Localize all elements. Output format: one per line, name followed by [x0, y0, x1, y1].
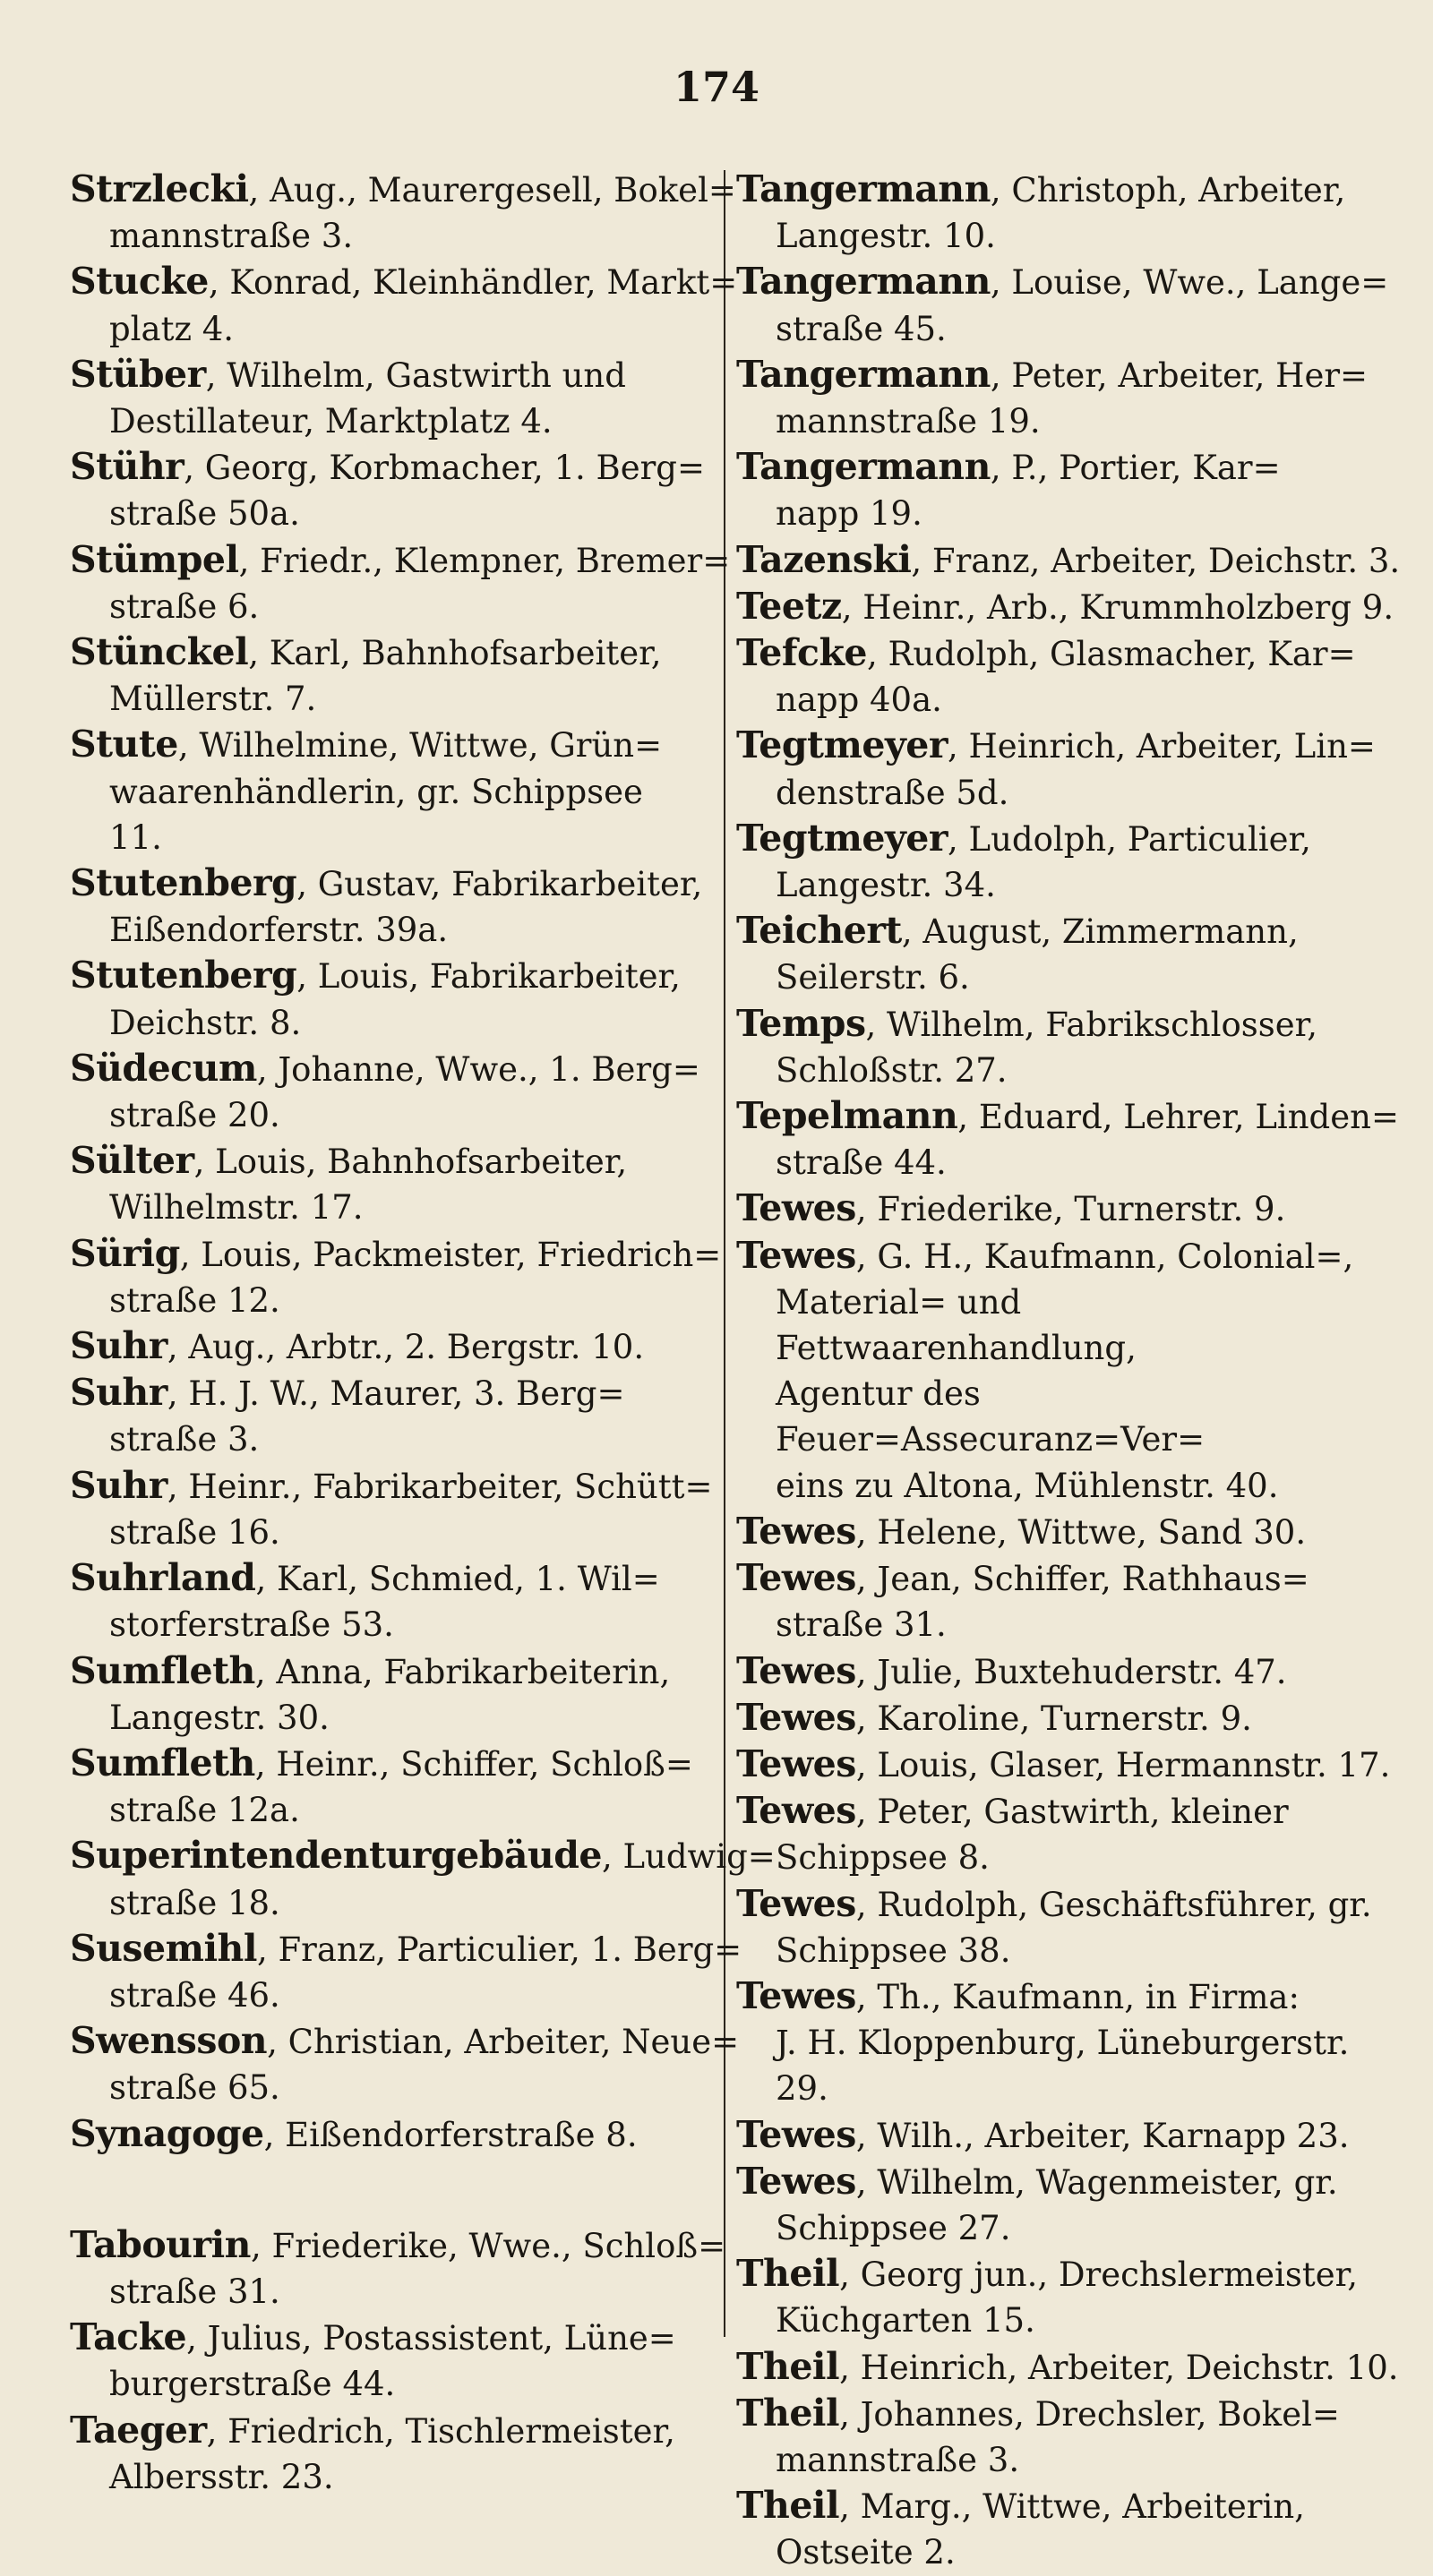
directory-entry	[736, 630, 1377, 723]
entry-surname: Stümpel	[70, 537, 239, 581]
entry-first-line	[736, 1973, 1377, 2020]
directory-entry	[736, 2391, 1377, 2483]
entry-first-line	[70, 629, 697, 676]
entry-first-line	[736, 537, 1401, 584]
entry-details: , Ludolph, Particulier,	[947, 819, 1311, 859]
entry-details: , Louis, Packmeister, Friedrich=	[179, 1235, 722, 1274]
entry-first-line	[70, 352, 697, 398]
entry-first-line	[736, 816, 1377, 862]
entry-first-line	[736, 352, 1377, 398]
entry-details: , Franz, Arbeiter, Deichstr. 3.	[911, 541, 1401, 580]
entry-continuation: Langestr. 34.	[776, 866, 996, 905]
entry-first-line	[736, 1185, 1377, 1232]
entry-surname: Theil	[736, 2252, 840, 2296]
entry-first-line	[736, 1788, 1377, 1835]
entry-surname: Susemihl	[70, 1926, 257, 1970]
directory-entry	[736, 259, 1389, 351]
directory-entry	[736, 1881, 1377, 1973]
entry-first-line	[70, 722, 697, 768]
directory-entry	[70, 2111, 697, 2158]
directory-entry	[70, 1555, 697, 1647]
entry-surname: Suhr	[70, 1463, 167, 1507]
entry-first-line	[70, 1463, 713, 1510]
entry-continuation: straße 12.	[109, 1280, 280, 1320]
entry-details: , Heinr., Arb., Krummholzberg 9.	[841, 587, 1394, 627]
directory-entry	[70, 1138, 697, 1230]
entry-first-line	[70, 2315, 697, 2361]
entry-first-line	[736, 259, 1389, 305]
entry-first-line	[736, 630, 1377, 677]
entry-first-line	[736, 908, 1377, 954]
directory-entry	[70, 1833, 776, 1925]
entry-continuation: straße 46.	[109, 1975, 280, 2015]
entry-details: , Helene, Wittwe, Sand 30.	[855, 1512, 1307, 1552]
entry-surname: Tewes	[736, 1648, 856, 1692]
directory-entry	[736, 1973, 1377, 2112]
entry-surname: Stute	[70, 723, 178, 766]
entry-surname: Theil	[736, 2484, 840, 2528]
entry-surname: Tewes	[736, 1742, 856, 1785]
entry-details: , Wilhelm, Wagenmeister, gr.	[855, 2162, 1338, 2202]
entry-continuation: Destillateur, Marktplatz 4.	[109, 402, 553, 441]
entry-details: , Heinrich, Arbeiter, Deichstr. 10.	[839, 2348, 1399, 2387]
right-column	[736, 167, 1401, 2576]
directory-entry	[736, 2251, 1377, 2343]
entry-first-line	[70, 860, 703, 907]
entry-first-line	[70, 2018, 740, 2065]
directory-entry	[70, 167, 736, 259]
entry-details: , Aug., Maurergesell, Bokel=	[248, 171, 736, 210]
directory-entry	[736, 1695, 1377, 1742]
entry-surname: Tepelmann	[736, 1094, 958, 1138]
entry-surname: Tabourin	[70, 2222, 251, 2266]
entry-details: , Heinr., Fabrikarbeiter, Schütt=	[167, 1467, 713, 1506]
directory-entry	[70, 1231, 722, 1323]
entry-continuation: straße 18.	[109, 1883, 280, 1922]
entry-surname: Temps	[736, 1001, 866, 1045]
directory-entry	[736, 1648, 1377, 1695]
directory-entry	[736, 167, 1377, 259]
directory-entry	[736, 352, 1377, 444]
entry-first-line	[736, 1555, 1377, 1602]
directory-entry	[70, 1370, 697, 1462]
entry-details: , Peter, Arbeiter, Her=	[990, 355, 1369, 395]
entry-continuation: Agentur des Feuer=Assecuranz=Ver=	[776, 1374, 1206, 1459]
directory-entry	[736, 2483, 1377, 2575]
entry-details: , P., Portier, Kar=	[990, 449, 1281, 488]
entry-surname: Stutenberg	[70, 954, 297, 997]
entry-details: , Wilhelm, Fabrikschlosser,	[865, 1005, 1318, 1044]
entry-first-line	[736, 2483, 1377, 2529]
entry-surname: Sumfleth	[70, 1648, 255, 1692]
entry-continuation: napp 19.	[776, 494, 922, 534]
entry-surname: Tewes	[736, 1789, 856, 1833]
entry-continuation: Schloßstr. 27.	[776, 1050, 1008, 1090]
entry-continuation: burgerstraße 44.	[109, 2365, 396, 2404]
entry-surname: Swensson	[70, 2019, 268, 2063]
entry-surname: Stutenberg	[70, 861, 297, 905]
entry-continuation: denstraße 5d.	[776, 773, 1009, 812]
entry-surname: Tewes	[736, 1973, 856, 2017]
entry-continuation: mannstraße 3.	[776, 2440, 1020, 2479]
entry-surname: Tangermann	[736, 352, 991, 396]
entry-details: , Aug., Arbtr., 2. Bergstr. 10.	[167, 1328, 645, 1367]
entry-continuation: straße 20.	[109, 1096, 280, 1135]
entry-details: , Eduard, Lehrer, Linden=	[957, 1098, 1399, 1137]
entry-first-line	[736, 1881, 1377, 1928]
entry-surname: Theil	[736, 2391, 840, 2435]
directory-entry	[70, 953, 697, 1045]
entry-continuation: Müllerstr. 7.	[109, 680, 317, 719]
entry-continuation: straße 65.	[109, 2068, 280, 2108]
entry-details: , August, Zimmermann,	[901, 912, 1299, 952]
page-number: 174	[673, 63, 760, 111]
entry-continuation: straße 45.	[776, 309, 947, 348]
entry-continuation: straße 50a.	[109, 494, 300, 534]
entry-surname: Sürig	[70, 1231, 180, 1275]
entry-continuation: Albersstr. 23.	[109, 2457, 334, 2496]
entry-details: , H. J. W., Maurer, 3. Berg=	[167, 1374, 625, 1414]
entry-details: , Peter, Gastwirth, kleiner	[855, 1793, 1289, 1832]
entry-surname: Tewes	[736, 1233, 856, 1277]
directory-entry	[736, 1185, 1377, 1232]
entry-first-line	[70, 2111, 697, 2158]
entry-details: , Heinrich, Arbeiter, Lin=	[947, 727, 1376, 766]
entry-details: , Friedr., Klempner, Bremer=	[238, 541, 731, 580]
entry-continuation: straße 31.	[776, 1605, 947, 1645]
entry-first-line	[70, 1833, 776, 1879]
entry-continuation: straße 3.	[109, 1420, 260, 1459]
entry-first-line	[70, 1926, 742, 1973]
entry-details: , Karoline, Turnerstr. 9.	[855, 1699, 1252, 1738]
directory-entry	[736, 2112, 1377, 2159]
entry-details: , Rudolph, Geschäftsführer, gr.	[855, 1885, 1372, 1924]
entry-details: , Louis, Fabrikarbeiter,	[296, 957, 681, 997]
entry-details: , Friederike, Wwe., Schloß=	[250, 2226, 726, 2265]
entry-details: , Louis, Glaser, Hermannstr. 17.	[855, 1745, 1391, 1784]
entry-continuation: Seilerstr. 6.	[776, 958, 970, 997]
entry-continuation: Wilhelmstr. 17.	[109, 1188, 364, 1228]
entry-first-line	[736, 2159, 1377, 2205]
entry-details: , G. H., Kaufmann, Colonial=,	[855, 1237, 1354, 1276]
entry-continuation: Küchgarten 15.	[776, 2301, 1035, 2341]
entry-surname: Südecum	[70, 1046, 257, 1090]
entry-first-line	[736, 1695, 1377, 1742]
entry-continuation: Eißendorferstr. 39a.	[109, 911, 449, 950]
entry-details: , Karl, Schmied, 1. Wil=	[255, 1560, 660, 1599]
entry-surname: Stucke	[70, 260, 209, 304]
entry-surname: Superintendenturgebäude	[70, 1834, 602, 1878]
entry-continuation: mannstraße 19.	[776, 402, 1041, 441]
entry-first-line	[70, 953, 697, 999]
entry-continuation: Schippsee 38.	[776, 1930, 1011, 1970]
entry-details: , Franz, Particulier, 1. Berg=	[256, 1930, 742, 1969]
entry-continuation: Schippsee 8.	[776, 1838, 990, 1878]
directory-entry	[70, 2222, 726, 2315]
directory-entry	[70, 2018, 740, 2110]
entry-first-line	[70, 2408, 697, 2454]
directory-entry	[70, 722, 697, 860]
entry-first-line	[736, 1093, 1399, 1140]
entry-surname: Tewes	[736, 1186, 856, 1230]
entry-surname: Tefcke	[736, 631, 867, 675]
directory-entry	[70, 444, 705, 536]
directory-entry	[736, 444, 1377, 536]
entry-details: , Wilh., Arbeiter, Karnapp 23.	[855, 2116, 1350, 2155]
entry-first-line	[70, 1555, 697, 1602]
entry-first-line	[736, 1509, 1377, 1555]
directory-entry	[70, 2408, 697, 2500]
entry-surname: Suhr	[70, 1324, 167, 1368]
entry-continuation: straße 16.	[109, 1512, 280, 1552]
entry-continuation: Langestr. 10.	[776, 217, 996, 256]
entry-surname: Stühr	[70, 445, 184, 489]
entry-surname: Teichert	[736, 909, 902, 953]
entry-continuation: storferstraße 53.	[109, 1605, 394, 1645]
entry-continuation: Langestr. 30.	[109, 1698, 330, 1737]
entry-details: , Louis, Bahnhofsarbeiter,	[193, 1143, 628, 1182]
entry-details: , Georg, Korbmacher, 1. Berg=	[184, 449, 705, 488]
directory-entry	[736, 1001, 1377, 1093]
entry-continuation: Schippsee 27.	[776, 2208, 1011, 2247]
entry-continuation: waarenhändlerin, gr. Schippsee 11.	[109, 772, 643, 857]
entry-details: , Gustav, Fabrikarbeiter,	[296, 865, 703, 904]
entry-details: , Johannes, Drechsler, Bokel=	[839, 2394, 1340, 2434]
entry-first-line	[70, 1741, 697, 1787]
entry-details: , Konrad, Kleinhändler, Markt=	[208, 263, 738, 303]
entry-first-line	[736, 2112, 1377, 2159]
entry-surname: Tegtmeyer	[736, 816, 948, 860]
entry-first-line	[70, 2222, 726, 2269]
entry-first-line	[736, 584, 1394, 630]
entry-first-line	[70, 1370, 697, 1416]
entry-details: , Georg jun., Drechslermeister,	[839, 2255, 1359, 2295]
entry-details: , Friedrich, Tischlermeister,	[206, 2411, 675, 2451]
directory-entry	[736, 816, 1377, 908]
entry-surname: Tewes	[736, 1881, 856, 1925]
entry-first-line	[70, 1231, 722, 1278]
entry-continuation: eins zu Altona, Mühlenstr. 40.	[776, 1466, 1279, 1505]
entry-continuation: straße 31.	[109, 2272, 280, 2311]
entry-surname: Synagoge	[70, 2111, 264, 2155]
entry-surname: Tacke	[70, 2315, 187, 2359]
directory-entry	[70, 537, 731, 629]
entry-continuation: Deichstr. 8.	[109, 1003, 302, 1042]
directory-entry	[70, 1463, 713, 1555]
directory-entry	[70, 259, 738, 351]
entry-first-line	[736, 1742, 1391, 1788]
entry-surname: Stünckel	[70, 630, 249, 674]
directory-entry	[70, 1323, 697, 1370]
directory-entry	[70, 352, 697, 444]
entry-surname: Teetz	[736, 584, 842, 628]
entry-first-line	[70, 1046, 700, 1092]
entry-surname: Tewes	[736, 1695, 856, 1739]
entry-surname: Tewes	[736, 1556, 856, 1600]
entry-continuation: J. H. Kloppenburg, Lüneburgerstr. 29.	[776, 2024, 1350, 2109]
entry-continuation: Material= und Fettwaarenhandlung,	[776, 1282, 1137, 1368]
entry-details: , Heinr., Schiffer, Schloß=	[254, 1744, 693, 1784]
entry-details: , Julius, Postassistent, Lüne=	[186, 2319, 676, 2358]
entry-surname: Tangermann	[736, 260, 991, 304]
entry-details: , Jean, Schiffer, Rathhaus=	[855, 1560, 1309, 1599]
entry-first-line	[736, 1001, 1377, 1048]
entry-details: , Christoph, Arbeiter,	[990, 171, 1346, 210]
directory-entry	[70, 1648, 697, 1741]
entry-details: , Marg., Wittwe, Arbeiterin,	[839, 2487, 1305, 2527]
directory-entry	[736, 1509, 1377, 1555]
entry-first-line	[736, 2344, 1399, 2391]
entry-first-line	[70, 167, 736, 213]
directory-entry	[736, 908, 1377, 1000]
entry-continuation: straße 44.	[776, 1143, 947, 1183]
entry-details: , Ludwig=	[601, 1837, 776, 1877]
directory-entry	[736, 2344, 1399, 2391]
entry-surname: Tewes	[736, 2112, 856, 2156]
entry-details: , Wilhelmine, Wittwe, Grün=	[177, 726, 663, 766]
entry-surname: Tazenski	[736, 537, 912, 581]
directory-entry	[70, 860, 703, 953]
entry-first-line	[736, 1233, 1377, 1279]
entry-details: , Th., Kaufmann, in Firma:	[855, 1977, 1300, 2016]
entry-surname: Sumfleth	[70, 1741, 255, 1784]
entry-details: , Julie, Buxtehuderstr. 47.	[855, 1652, 1287, 1691]
entry-first-line	[736, 2391, 1377, 2437]
entry-surname: Tewes	[736, 2159, 856, 2203]
entry-details: , Friederike, Turnerstr. 9.	[855, 1190, 1286, 1229]
entry-first-line	[70, 1138, 697, 1185]
entry-surname: Stüber	[70, 352, 206, 396]
directory-entry	[70, 1926, 742, 2018]
entry-surname: Tegtmeyer	[736, 723, 948, 767]
directory-entry	[70, 1741, 697, 1833]
entry-details: , Eißendorferstraße 8.	[263, 2115, 638, 2154]
entry-continuation: Ostseite 2.	[776, 2533, 956, 2572]
directory-entry	[736, 723, 1377, 815]
entry-first-line	[736, 444, 1377, 491]
entry-details: , Johanne, Wwe., 1. Berg=	[256, 1049, 700, 1089]
entry-surname: Tangermann	[736, 445, 991, 489]
entry-surname: Theil	[736, 2344, 840, 2388]
directory-entry	[736, 584, 1394, 630]
entry-details: , Wilhelm, Gastwirth und	[205, 355, 626, 395]
entry-first-line	[736, 723, 1377, 769]
column-divider	[724, 170, 725, 2337]
entry-details: , Anna, Fabrikarbeiterin,	[254, 1652, 671, 1691]
entry-surname: Taeger	[70, 2408, 207, 2452]
entry-surname: Tewes	[736, 1509, 856, 1553]
entry-continuation: mannstraße 3.	[109, 217, 354, 256]
entry-continuation: straße 6.	[109, 586, 260, 626]
directory-entry	[736, 1555, 1377, 1647]
entry-first-line	[70, 1323, 697, 1370]
directory-entry	[736, 1093, 1399, 1185]
directory-entry	[70, 1046, 700, 1138]
entry-surname: Sülter	[70, 1139, 194, 1183]
entry-details: , Rudolph, Glasmacher, Kar=	[867, 635, 1356, 674]
entry-surname: Tangermann	[736, 167, 991, 210]
entry-first-line	[70, 1648, 697, 1695]
entry-first-line	[736, 167, 1377, 213]
entry-surname: Strzlecki	[70, 167, 249, 210]
directory-entry	[736, 2159, 1377, 2251]
entry-first-line	[70, 444, 705, 491]
directory-entry	[70, 629, 697, 722]
entry-first-line	[70, 537, 731, 584]
entry-continuation: napp 40a.	[776, 680, 942, 720]
entry-surname: Suhr	[70, 1371, 167, 1415]
entry-details: , Karl, Bahnhofsarbeiter,	[248, 634, 662, 673]
entry-first-line	[736, 1648, 1377, 1695]
entry-first-line	[70, 259, 738, 305]
entry-details: , Christian, Arbeiter, Neue=	[267, 2023, 740, 2062]
directory-entry	[736, 1233, 1377, 1509]
directory-entry	[736, 1742, 1391, 1788]
left-column	[70, 167, 776, 2500]
directory-entry	[736, 537, 1401, 584]
entry-details: , Louise, Wwe., Lange=	[990, 263, 1389, 303]
entry-continuation: straße 12a.	[109, 1791, 300, 1830]
directory-entry	[736, 1788, 1377, 1880]
entry-first-line	[736, 2251, 1377, 2298]
entry-continuation: platz 4.	[109, 309, 235, 348]
directory-entry	[70, 2315, 697, 2407]
entry-surname: Suhrland	[70, 1556, 256, 1600]
